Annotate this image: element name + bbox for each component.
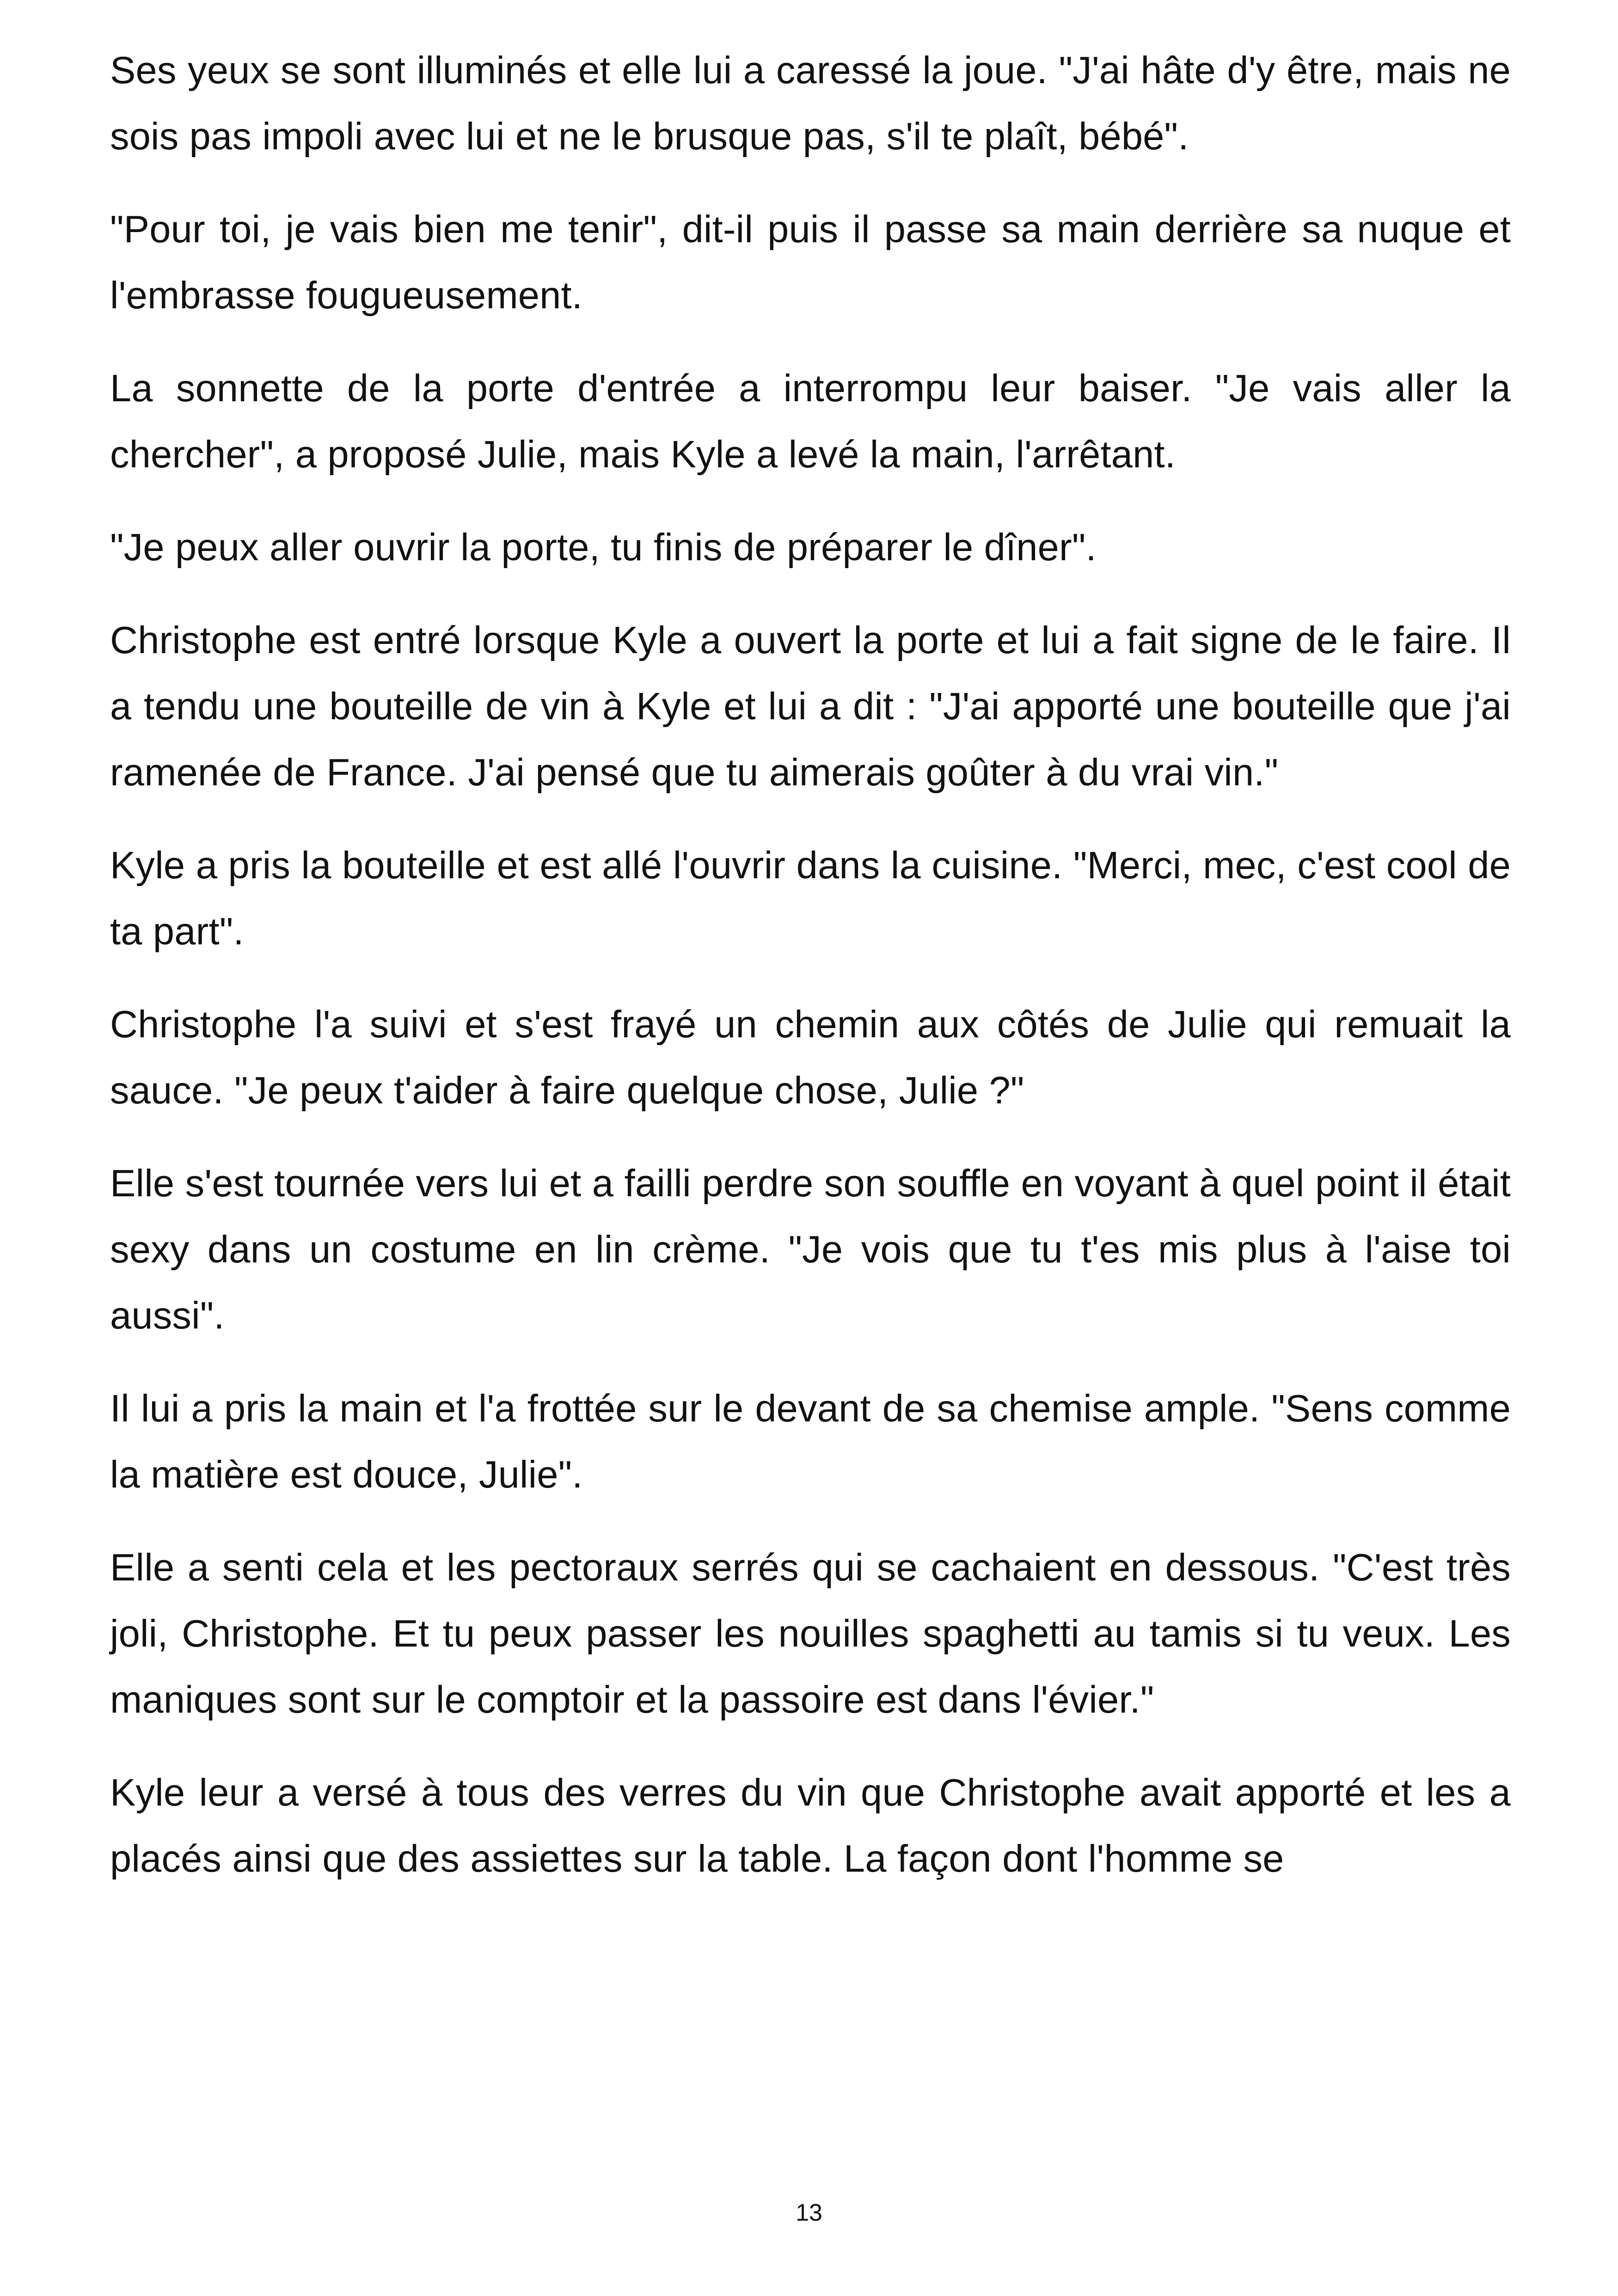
paragraph: Kyle leur a versé à tous des verres du vin que Christophe avait apporté et les a placés ainsi que des assiettes sur la table. La façon dont l'homme se [110, 1771, 1511, 1880]
paragraph: "Je peux aller ouvrir la porte, tu finis de préparer le dîner". [110, 526, 1097, 569]
paragraph: "Pour toi, je vais bien me tenir", dit-il puis il passe sa main derrière sa nuque et l'embrasse fougueusement. [110, 208, 1511, 317]
paragraph: Kyle a pris la bouteille et est allé l'ouvrir dans la cuisine. "Merci, mec, c'est cool de ta part". [110, 844, 1511, 953]
paragraph: Christophe l'a suivi et s'est frayé un chemin aux côtés de Julie qui remuait la sauce. "Je peux t'aider à faire quelque chose, Julie ?" [110, 1003, 1511, 1112]
body-text [110, 37, 1511, 1918]
paragraph: La sonnette de la porte d'entrée a interrompu leur baiser. "Je vais aller la chercher", a proposé Julie, mais Kyle a levé la main, l'arrêtant. [110, 367, 1511, 476]
page-number: 13 [796, 2199, 822, 2226]
paragraph: Ses yeux se sont illuminés et elle lui a caressé la joue. "J'ai hâte d'y être, mais ne sois pas impoli avec lui et ne le brusque pas, s'il te plaît, bébé". [110, 49, 1511, 158]
paragraph: Elle s'est tournée vers lui et a failli perdre son souffle en voyant à quel point il était sexy dans un costume en lin crème. "Je vois que tu t'es mis plus à l'aise toi aussi". [110, 1162, 1511, 1337]
paragraph: Il lui a pris la main et l'a frottée sur le devant de sa chemise ample. "Sens comme la matière est douce, Julie". [110, 1387, 1511, 1496]
paragraph: Elle a senti cela et les pectoraux serrés qui se cachaient en dessous. "C'est très joli, Christophe. Et tu peux passer les nouilles spaghetti au tamis si tu veux. Les maniques sont sur le comptoir et la passoire est dans l'évier." [110, 1546, 1511, 1721]
paragraph: Christophe est entré lorsque Kyle a ouvert la porte et lui a fait signe de le faire. Il a tendu une bouteille de vin à Kyle et lui a dit : "J'ai apporté une bouteille que j'ai ramenée de France. J'ai pensé que tu aimerais goûter à du vrai vin." [110, 618, 1511, 794]
